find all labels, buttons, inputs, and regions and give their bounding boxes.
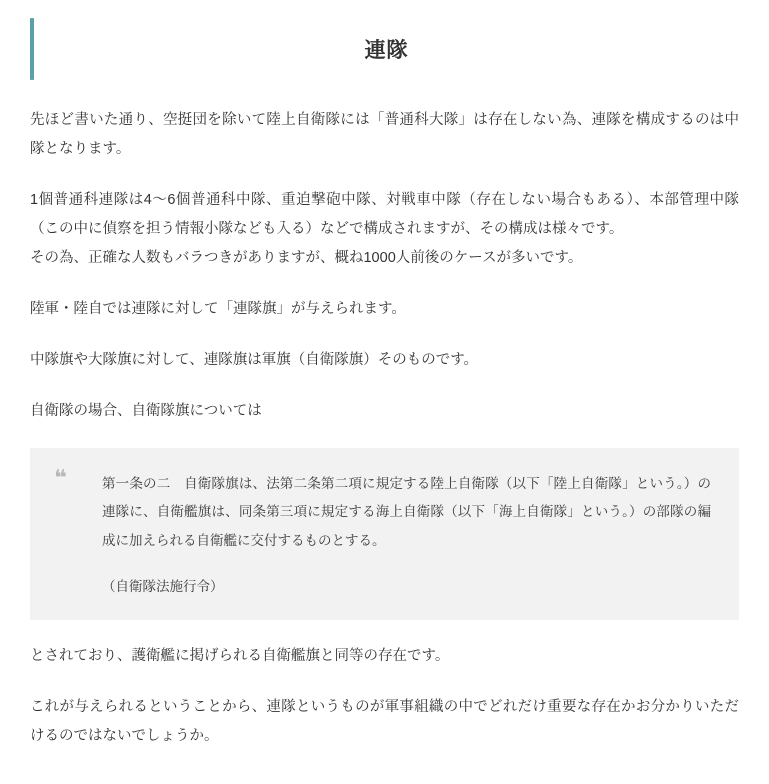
- quote-mark-icon: ❝: [54, 466, 66, 491]
- article-page: [0, 18, 769, 784]
- article-heading-block: [30, 18, 739, 80]
- paragraph-1: 先ほど書いた通り、空挺団を除いて陸上自衛隊には「普通科大隊」は存在しない為、連隊を構成するのは中隊となります。: [30, 112, 739, 157]
- blockquote-source: （自衛隊法施行令）: [102, 579, 224, 595]
- paragraph-4: 中隊旗や大隊旗に対して、連隊旗は軍旗（自衛隊旗）そのものです。: [30, 352, 479, 368]
- paragraph-7: これが与えられるということから、連隊というものが軍事組織の中でどれだけ重要な存在かお分かりいただけるのではないでしょうか。: [30, 699, 739, 745]
- paragraph-2: [30, 186, 739, 273]
- paragraph-2-line-1: 1個普通科連隊は4〜6個普通科中隊、重迫撃砲中隊、対戦車中隊（存在しない場合もある）、本部管理中隊（この中に偵察を担う情報小隊なども入る）などで構成されますが、その構成は様々です。: [30, 192, 739, 237]
- paragraph-6: とされており、護衛艦に掲げられる自衛艦旗と同等の存在です。: [30, 648, 450, 665]
- page-title: 連隊: [364, 39, 409, 62]
- paragraph-3: 陸軍・陸自では連隊に対して「連隊旗」が与えられます。: [30, 301, 406, 317]
- article-content: [0, 18, 769, 751]
- paragraph-2-line-2: その為、正確な人数もバラつきがありますが、概ね1000人前後のケースが多いです。: [30, 250, 583, 266]
- blockquote: [30, 448, 739, 620]
- paragraph-5: 自衛隊の場合、自衛隊旗については: [30, 403, 262, 419]
- heading-body: [34, 18, 739, 80]
- blockquote-text: 第一条の二 自衛隊旗は、法第二条第二項に規定する陸上自衛隊（以下「陸上自衛隊」という。）の連隊に、自衛艦旗は、同条第三項に規定する海上自衛隊（以下「海上自衛隊」という。）の部隊の編成に加えられる自衛艦に交付するものとする。: [102, 476, 711, 548]
